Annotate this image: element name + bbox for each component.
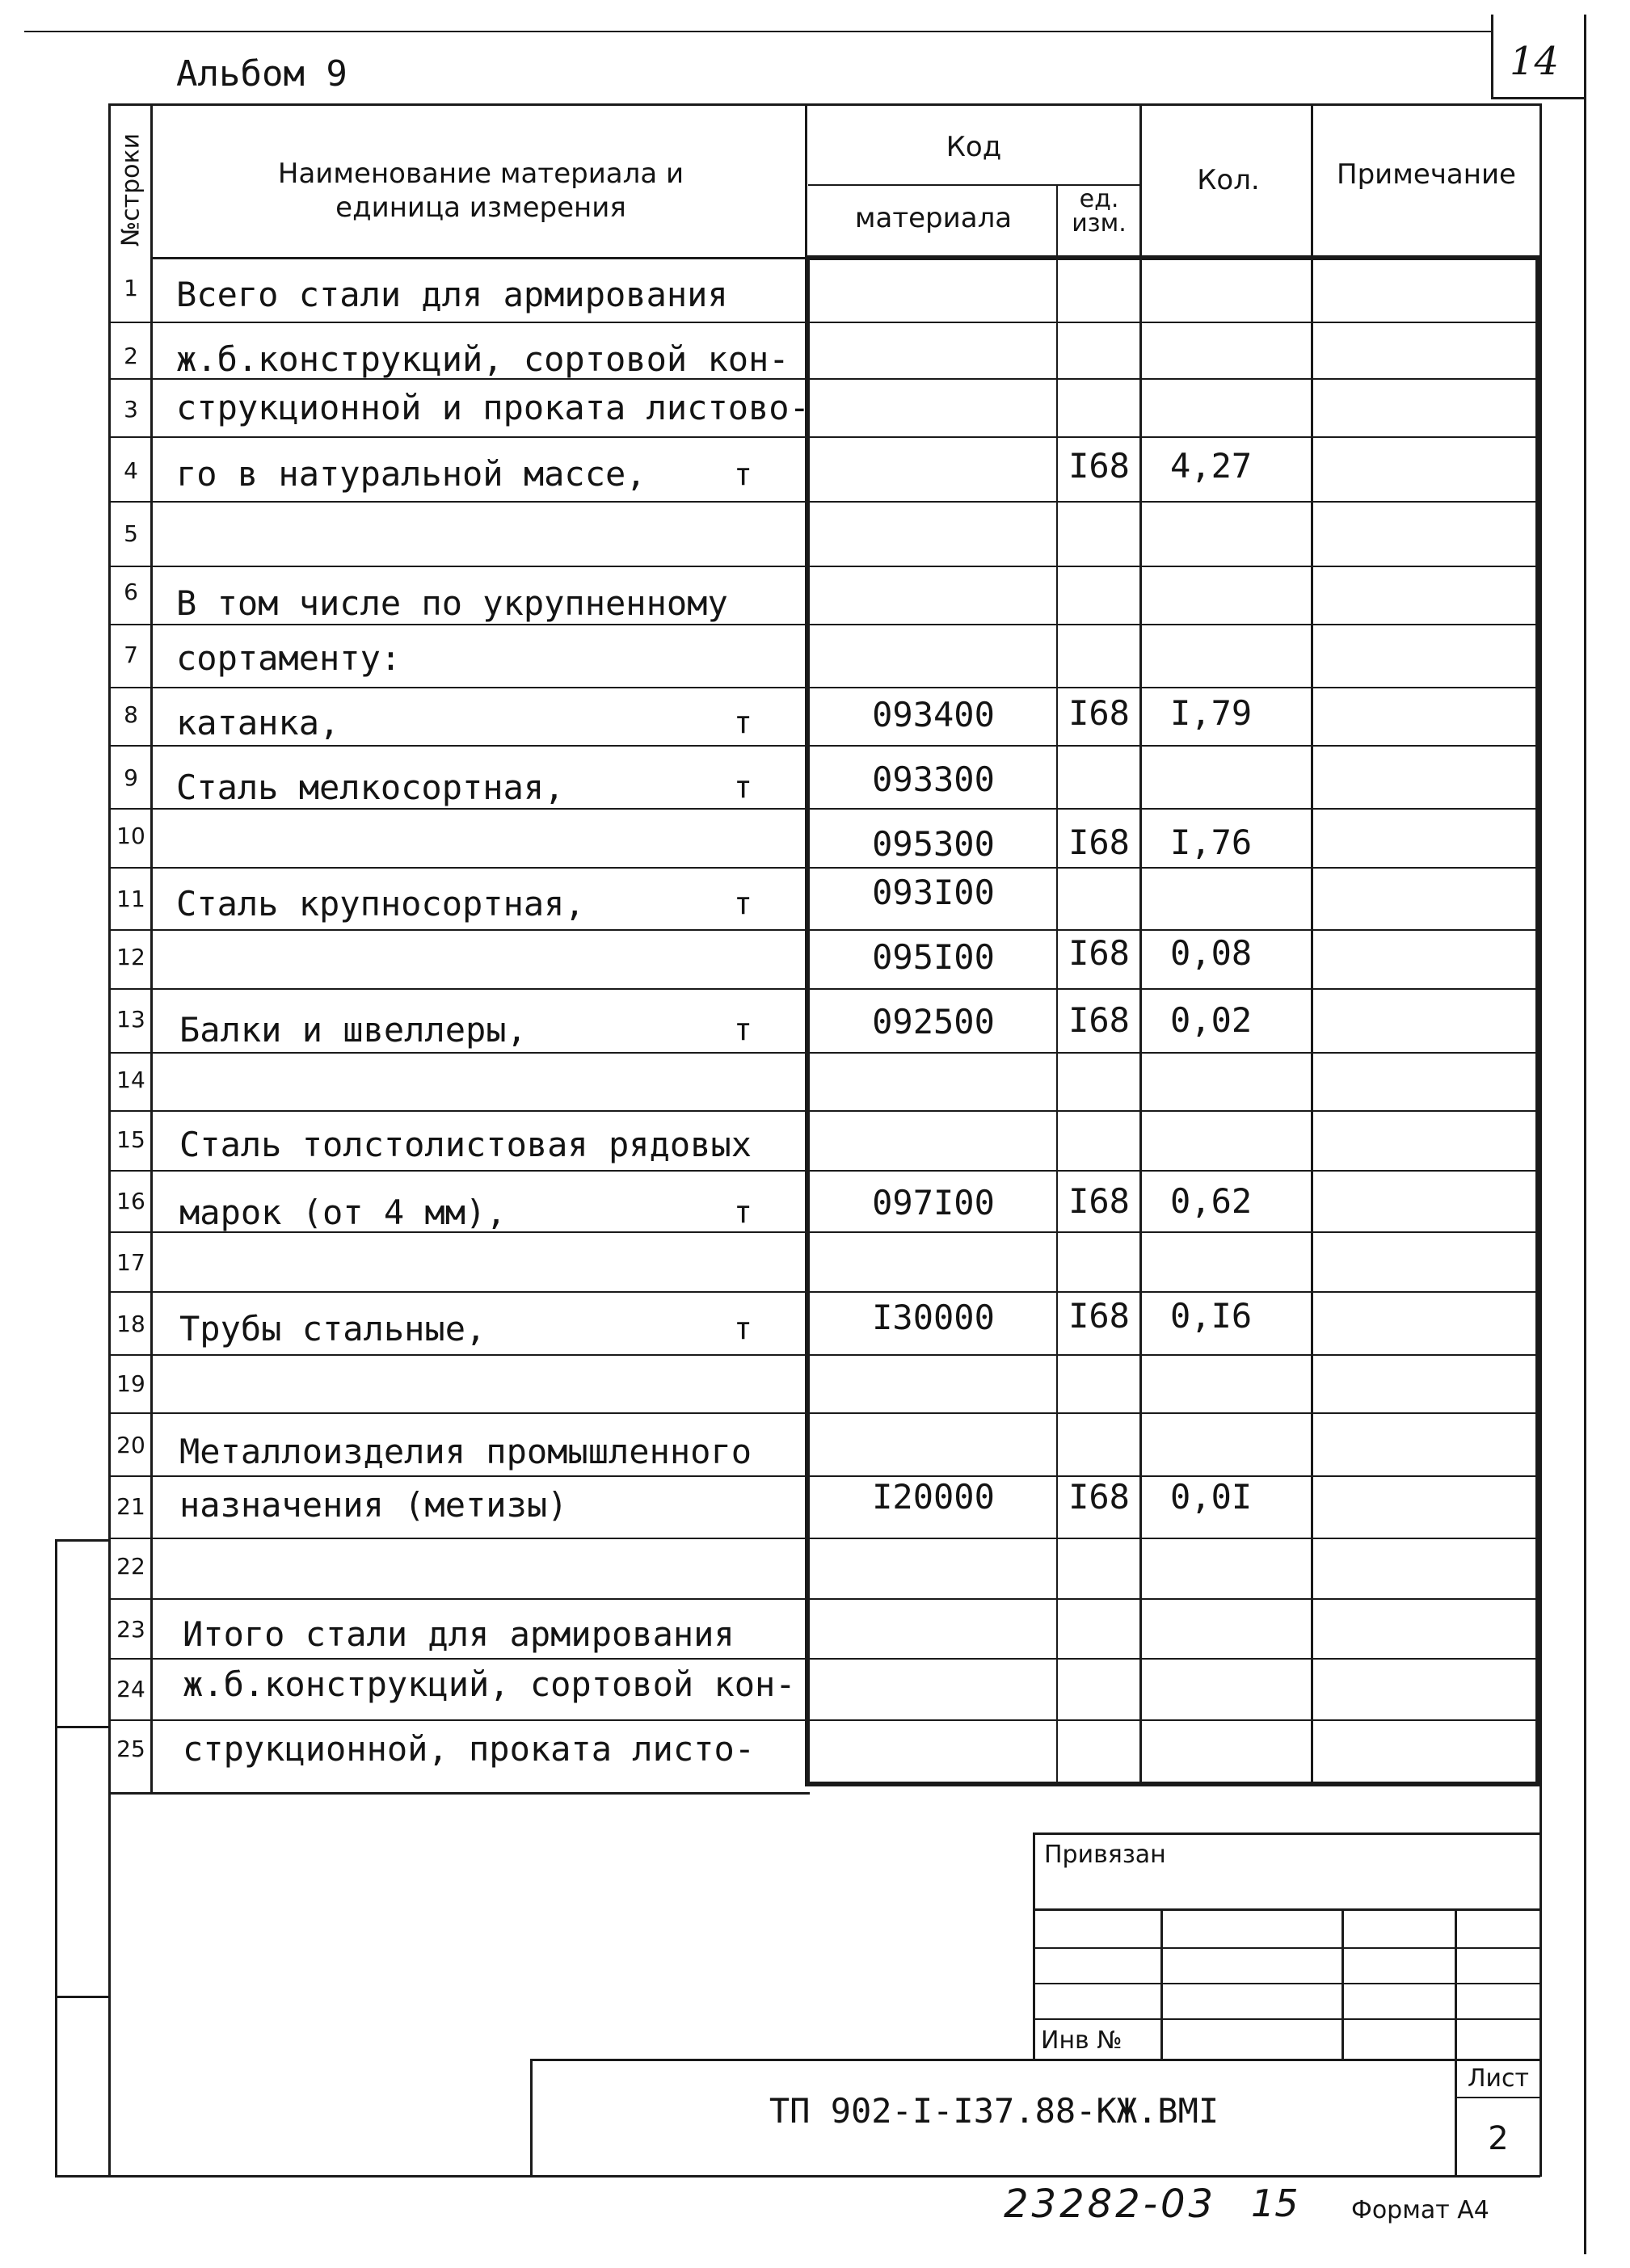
row-number: 22: [116, 1553, 145, 1580]
row-sep: [110, 745, 1537, 747]
row-material-code: 093I00: [872, 873, 995, 912]
row-name: катанка,: [176, 703, 340, 743]
row-unit: т: [734, 705, 752, 740]
row-unit: т: [734, 886, 752, 921]
row-name: струкционной, проката листо-: [183, 1729, 756, 1769]
row-name: Балки и швеллеры,: [179, 1010, 527, 1050]
row-number: 15: [116, 1126, 145, 1153]
row-name: Сталь мелкосортная,: [176, 768, 565, 807]
row-number: 16: [116, 1188, 145, 1214]
binding-strip-top: [55, 1539, 110, 1542]
row-material-code: 093400: [872, 695, 995, 734]
row-name: ж.б.конструкций, сортовой кон-: [176, 339, 790, 379]
row-name: В том числе по укрупненному: [176, 583, 728, 623]
row-material-code: I30000: [872, 1298, 995, 1337]
row-name: Металлоизделия промышленного: [179, 1432, 752, 1471]
row-unit: т: [734, 457, 752, 492]
row-sep: [110, 867, 1537, 869]
row-sep: [110, 1598, 1537, 1600]
right-margin-line: [1584, 15, 1586, 2254]
row-number: 10: [116, 823, 145, 849]
row-quantity: 0,02: [1170, 1000, 1253, 1040]
row-number: 4: [124, 457, 138, 484]
row-number: 18: [116, 1311, 145, 1337]
row-name: го в натуральной массе,: [176, 454, 647, 494]
binding-strip-divider-1: [55, 1726, 110, 1728]
stamp-row-1: [1033, 1908, 1540, 1911]
data-area-top: [805, 255, 1540, 260]
row-sep: [110, 1291, 1537, 1293]
sheet-label: Лист: [1467, 2064, 1530, 2093]
binding-strip-divider-2: [55, 1996, 110, 1998]
stamp-row-3: [1033, 1983, 1540, 1984]
row-unit: т: [734, 1194, 752, 1230]
row-unit-code: I68: [1068, 1477, 1130, 1517]
header-code-split: [808, 184, 1139, 186]
header-name-line1: Наименование материала и: [277, 158, 684, 190]
archive-number: 23282-03: [1004, 2182, 1217, 2227]
row-sep: [110, 1412, 1537, 1414]
row-unit-code: I68: [1068, 1181, 1130, 1221]
col-line-name: [805, 257, 810, 1784]
row-number: 24: [116, 1676, 145, 1702]
row-unit-code: I68: [1068, 933, 1130, 973]
row-name: назначения (метизы): [179, 1485, 568, 1525]
stamp-row-4: [1033, 2018, 1540, 2020]
row-name: Итого стали для армирования: [183, 1614, 735, 1654]
row-sep: [110, 1538, 1537, 1539]
row-number: 1: [124, 275, 138, 301]
row-name: ж.б.конструкций, сортовой кон-: [183, 1664, 796, 1704]
stamp-row-2: [1033, 1947, 1540, 1949]
table-bottom-left: [108, 1792, 810, 1795]
row-number: 12: [116, 944, 145, 970]
row-name: Сталь толстолистовая рядовых: [179, 1125, 752, 1164]
row-unit: т: [734, 1311, 752, 1346]
row-sep: [110, 1170, 1537, 1172]
stamp-top: [1033, 1832, 1540, 1835]
row-sep: [110, 501, 1537, 503]
row-material-code: 097I00: [872, 1183, 995, 1222]
stamp-left: [1033, 1832, 1035, 2060]
row-unit-code: I68: [1068, 693, 1130, 733]
row-unit: т: [734, 769, 752, 805]
sheet-mark: 14: [1510, 39, 1560, 84]
row-unit: т: [734, 1012, 752, 1047]
col-line-qty: [1311, 103, 1313, 1784]
row-number: 9: [124, 764, 138, 791]
binding-strip-outer: [55, 1539, 57, 2176]
title-block-left: [530, 2059, 533, 2176]
row-material-code: 095300: [872, 824, 995, 864]
row-quantity: 0,I6: [1170, 1296, 1253, 1336]
row-unit-code: I68: [1068, 446, 1130, 486]
sheet-label-sep: [1455, 2097, 1540, 2098]
row-number: 8: [124, 701, 138, 728]
header-code-unit: ед. изм.: [1072, 185, 1127, 238]
row-number: 3: [124, 396, 138, 423]
header-code: Код: [946, 131, 1002, 163]
row-number: 7: [124, 642, 138, 668]
sheet-number: 2: [1488, 2120, 1509, 2157]
row-sep: [110, 322, 1537, 323]
col-line-name-header: [805, 103, 807, 259]
row-quantity: 0,08: [1170, 933, 1253, 973]
header-code-material: материала: [854, 202, 1013, 234]
frame-bottom: [55, 2175, 1540, 2178]
stamp-col-3: [1455, 1908, 1457, 2175]
row-number: 21: [116, 1493, 145, 1520]
row-number: 19: [116, 1370, 145, 1397]
row-quantity: 4,27: [1170, 446, 1253, 486]
row-sep: [110, 436, 1537, 438]
col-line-note: [1535, 257, 1540, 1784]
stamp-col-2: [1341, 1908, 1344, 2060]
album-title: Альбом 9: [176, 53, 347, 95]
header-name-line2: единица измерения: [335, 191, 626, 224]
row-sep: [110, 929, 1537, 931]
corner-box-left: [1491, 15, 1493, 99]
row-name: Всего стали для армирования: [176, 275, 728, 314]
row-number: 5: [124, 520, 138, 547]
header-bottom-left: [150, 257, 807, 259]
col-line-unit: [1139, 103, 1142, 1784]
row-sep: [110, 1719, 1537, 1721]
col-line-code: [1056, 184, 1058, 1784]
header-rownum: №строки: [116, 133, 145, 247]
row-number: 25: [116, 1736, 145, 1762]
row-number: 14: [116, 1067, 145, 1093]
row-name: Сталь крупносортная,: [176, 884, 585, 924]
row-name: струкционной и проката листово-: [176, 388, 810, 427]
row-sep: [110, 566, 1537, 567]
row-unit-code: I68: [1068, 1000, 1130, 1040]
row-number: 20: [116, 1432, 145, 1458]
document-code: ТП 902-I-I37.88-КЖ.ВМI: [769, 2091, 1219, 2131]
row-material-code: I20000: [872, 1477, 995, 1517]
title-block-top: [530, 2059, 1540, 2061]
row-sep: [110, 808, 1537, 810]
row-unit-code: I68: [1068, 1296, 1130, 1336]
row-number: 11: [116, 886, 145, 912]
row-material-code: 095I00: [872, 937, 995, 977]
row-number: 2: [124, 343, 138, 369]
row-number: 6: [124, 579, 138, 605]
top-rule: [24, 31, 1491, 32]
row-name: марок (от 4 мм),: [179, 1193, 507, 1232]
inv-label: Инв №: [1041, 2026, 1122, 2055]
row-name: сортаменту:: [176, 638, 402, 678]
row-quantity: 0,62: [1170, 1181, 1253, 1221]
row-quantity: I,79: [1170, 693, 1253, 733]
data-area-bottom: [805, 1782, 1540, 1786]
row-number: 13: [116, 1006, 145, 1033]
row-name: Трубы стальные,: [179, 1309, 486, 1349]
header-qty: Кол.: [1197, 164, 1260, 196]
header-note: Примечание: [1337, 158, 1516, 191]
row-quantity: I,76: [1170, 823, 1253, 862]
row-sep: [110, 1658, 1537, 1660]
row-material-code: 092500: [872, 1002, 995, 1041]
page-number: 15: [1251, 2182, 1299, 2225]
row-sep: [110, 624, 1537, 625]
stamp-col-1: [1160, 1908, 1163, 2060]
corner-box-bottom: [1491, 97, 1586, 99]
row-quantity: 0,0I: [1170, 1477, 1253, 1517]
linked-label: Привязан: [1044, 1841, 1166, 1869]
frame-top: [108, 103, 1540, 106]
row-sep: [110, 1110, 1537, 1112]
row-sep: [110, 687, 1537, 688]
row-material-code: 093300: [872, 760, 995, 799]
row-sep: [110, 988, 1537, 990]
row-number: 17: [116, 1249, 145, 1276]
row-sep: [110, 1052, 1537, 1054]
row-unit-code: I68: [1068, 823, 1130, 862]
row-sep: [110, 1354, 1537, 1356]
format-label: Формат А4: [1351, 2196, 1489, 2224]
row-number: 23: [116, 1616, 145, 1643]
